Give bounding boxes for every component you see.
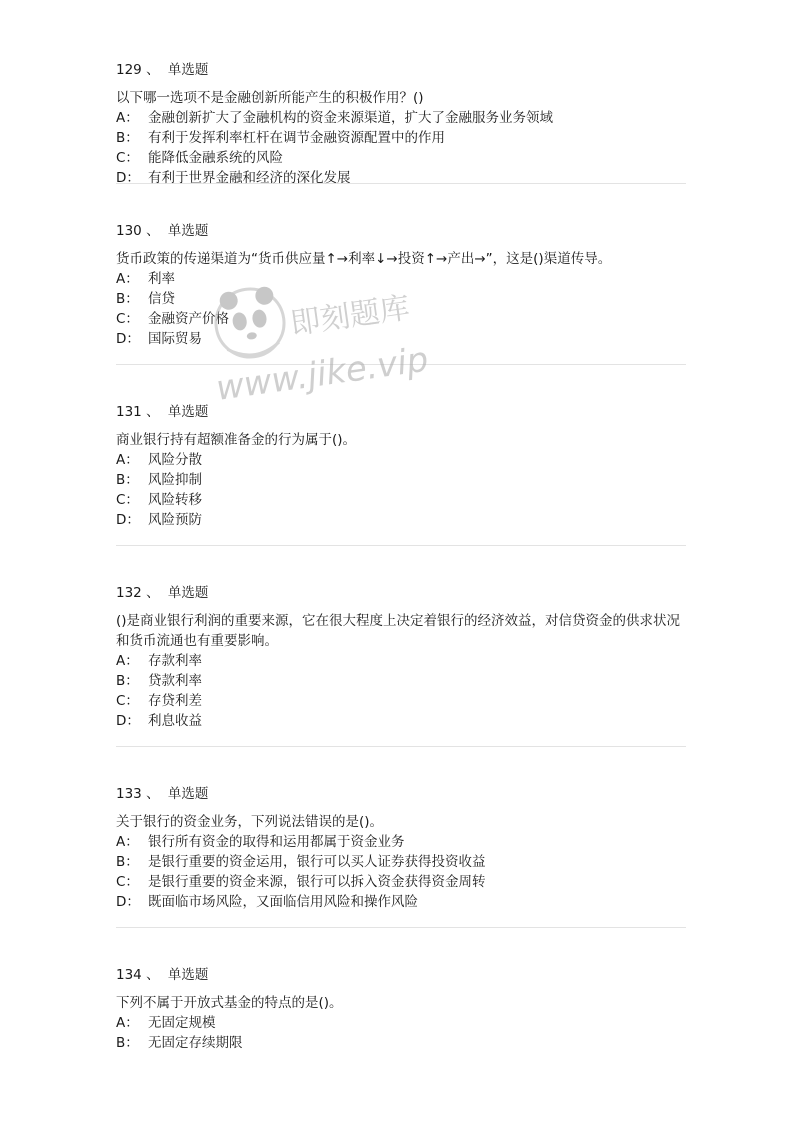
option-letter: C： [116, 311, 139, 327]
option-letter: A： [116, 271, 139, 287]
question-header [116, 221, 686, 241]
option-text: 既面临市场风险，又面临信用风险和操作风险 [148, 894, 418, 910]
option-text: 存贷利差 [148, 693, 202, 709]
option-text: 贷款利率 [148, 673, 202, 689]
question-stem: 货币政策的传递渠道为“货币供应量↑→利率↓→投资↑→产出→”，这是()渠道传导。 [116, 251, 612, 267]
question-type: 单选题 [167, 786, 209, 802]
question-number: 129 [116, 62, 142, 78]
option-letter: A： [116, 452, 139, 468]
option-text: 是银行重要的资金来源，银行可以拆入资金获得资金周转 [148, 874, 486, 890]
option-text: 存款利率 [148, 653, 202, 669]
option-text: 风险转移 [148, 492, 202, 508]
question-stem: 下列不属于开放式基金的特点的是()。 [116, 995, 343, 1011]
option-text: 无固定存续期限 [148, 1035, 243, 1051]
question-header [116, 784, 686, 804]
question-130 [116, 221, 686, 364]
option-text: 无固定规模 [148, 1015, 216, 1031]
option-d[interactable] [116, 510, 686, 530]
option-c[interactable] [116, 490, 686, 510]
option-letter: B： [116, 130, 139, 146]
option-d[interactable] [116, 892, 686, 912]
question-stem: 以下哪一选项不是金融创新所能产生的积极作用？() [116, 90, 424, 106]
question-129 [116, 60, 686, 186]
question-type: 单选题 [167, 585, 209, 601]
watermark-url-text: www.jike.vip [213, 339, 431, 409]
option-text: 利率 [148, 271, 175, 287]
option-letter: C： [116, 492, 139, 508]
question-number: 133 [116, 786, 142, 802]
option-letter: D： [116, 512, 140, 528]
option-text: 风险抑制 [148, 472, 202, 488]
question-divider [116, 746, 686, 747]
option-letter: C： [116, 150, 139, 166]
option-b[interactable] [116, 289, 686, 309]
option-letter: B： [116, 291, 139, 307]
question-number: 132 [116, 585, 142, 601]
option-letter: A： [116, 834, 139, 850]
option-text: 信贷 [148, 291, 175, 307]
option-text: 风险分散 [148, 452, 202, 468]
option-a[interactable] [116, 108, 686, 128]
question-header [116, 402, 686, 422]
watermark-brand-text: 即刻题库 [288, 290, 412, 342]
question-number: 134 [116, 967, 142, 983]
option-letter: A： [116, 653, 139, 669]
option-text: 金融创新扩大了金融机构的资金来源渠道，扩大了金融服务业务领域 [148, 110, 553, 126]
question-stem: 关于银行的资金业务，下列说法错误的是()。 [116, 814, 384, 830]
question-type: 单选题 [167, 967, 209, 983]
option-a[interactable] [116, 832, 686, 852]
option-letter: D： [116, 331, 140, 347]
question-number: 130 [116, 223, 142, 239]
option-d[interactable] [116, 168, 686, 188]
option-letter: A： [116, 110, 139, 126]
option-text: 金融资产价格 [148, 311, 229, 327]
question-type: 单选题 [167, 62, 209, 78]
option-letter: C： [116, 874, 139, 890]
question-131 [116, 402, 686, 545]
option-text: 是银行重要的资金运用，银行可以买人证券获得投资收益 [148, 854, 486, 870]
question-separator: 、 [146, 585, 160, 601]
option-text: 风险预防 [148, 512, 202, 528]
option-a[interactable] [116, 269, 686, 289]
option-letter: D： [116, 170, 140, 186]
question-132 [116, 583, 686, 746]
question-separator: 、 [146, 786, 160, 802]
question-separator: 、 [146, 404, 160, 420]
option-letter: D： [116, 894, 140, 910]
option-letter: A： [116, 1015, 139, 1031]
option-text: 国际贸易 [148, 331, 202, 347]
option-b[interactable] [116, 1033, 686, 1053]
option-c[interactable] [116, 309, 686, 329]
question-divider [116, 364, 686, 365]
question-header [116, 583, 686, 603]
question-133 [116, 784, 686, 927]
question-separator: 、 [146, 223, 160, 239]
question-134 [116, 965, 686, 1053]
option-text: 银行所有资金的取得和运用都属于资金业务 [148, 834, 405, 850]
question-type: 单选题 [167, 223, 209, 239]
option-b[interactable] [116, 470, 686, 490]
option-c[interactable] [116, 872, 686, 892]
question-type: 单选题 [167, 404, 209, 420]
option-letter: B： [116, 472, 139, 488]
option-a[interactable] [116, 651, 686, 671]
option-a[interactable] [116, 1013, 686, 1033]
question-divider [116, 927, 686, 928]
option-letter: C： [116, 693, 139, 709]
question-separator: 、 [146, 967, 160, 983]
option-text: 有利于世界金融和经济的深化发展 [148, 170, 351, 186]
option-text: 利息收益 [148, 713, 202, 729]
option-letter: B： [116, 854, 139, 870]
option-d[interactable] [116, 329, 686, 349]
option-c[interactable] [116, 691, 686, 711]
question-stem: ()是商业银行利润的重要来源，它在很大程度上决定着银行的经济效益，对信贷资金的供求状况和货币流通也有重要影响。 [116, 613, 681, 649]
option-text: 能降低金融系统的风险 [148, 150, 283, 166]
question-header [116, 60, 686, 80]
question-number: 131 [116, 404, 142, 420]
question-divider [116, 545, 686, 546]
option-a[interactable] [116, 450, 686, 470]
question-stem: 商业银行持有超额准备金的行为属于()。 [116, 432, 357, 448]
question-header [116, 965, 686, 985]
question-separator: 、 [146, 62, 160, 78]
question-list [116, 60, 686, 1053]
option-text: 有利于发挥利率杠杆在调节金融资源配置中的作用 [148, 130, 445, 146]
option-b[interactable] [116, 671, 686, 691]
option-c[interactable] [116, 148, 686, 168]
option-b[interactable] [116, 852, 686, 872]
option-d[interactable] [116, 711, 686, 731]
option-letter: B： [116, 1035, 139, 1051]
option-letter: B： [116, 673, 139, 689]
option-letter: D： [116, 713, 140, 729]
option-b[interactable] [116, 128, 686, 148]
